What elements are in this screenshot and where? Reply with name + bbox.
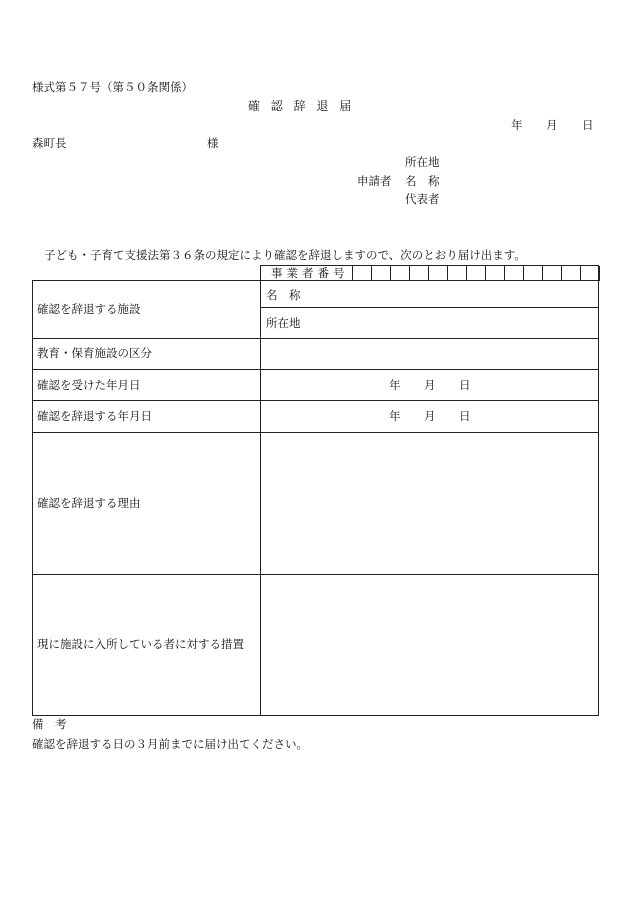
date-month-label: 月	[546, 118, 558, 132]
business-number-box-divider	[390, 266, 391, 281]
withdraw-month: 月	[424, 409, 436, 423]
date-year-label: 年	[511, 118, 523, 132]
applicant-representative-label: 代表者	[405, 192, 440, 206]
business-number-box-divider	[466, 266, 467, 281]
reason-label: 確認を辞退する理由	[37, 496, 141, 510]
business-number-box-divider	[371, 266, 372, 281]
page-title: 確認辞退届	[248, 99, 363, 113]
received-month: 月	[424, 378, 436, 392]
business-number-label: 事業者番号	[271, 266, 349, 280]
addressee: 森町長	[32, 136, 67, 150]
business-number-box-divider	[428, 266, 429, 281]
received-date-label: 確認を受けた年月日	[37, 378, 141, 392]
business-number-box-divider	[542, 266, 543, 281]
facility-name-label: 名 称	[266, 288, 301, 302]
applicant-label: 申請者	[357, 174, 392, 188]
received-day: 日	[459, 378, 471, 392]
withdraw-year: 年	[389, 409, 401, 423]
facility-label: 確認を辞退する施設	[37, 302, 141, 316]
measures-label: 現に施設に入所している者に対する措置	[37, 637, 244, 651]
business-number-box-divider	[561, 266, 562, 281]
received-year: 年	[389, 378, 401, 392]
applicant-name-label: 名 称	[405, 174, 440, 188]
business-number-box-divider	[504, 266, 505, 281]
date-day-label: 日	[582, 118, 594, 132]
business-number-row	[260, 265, 599, 281]
business-number-box-divider	[523, 266, 524, 281]
intro-text: 子ども・子育て支援法第３６条の規定により確認を辞退しますので、次のとおり届け出ます。	[44, 248, 526, 262]
category-label: 教育・保育施設の区分	[37, 346, 152, 360]
facility-address-label: 所在地	[266, 316, 301, 330]
addressee-honorific: 様	[207, 136, 219, 150]
business-number-box-divider	[580, 266, 581, 281]
business-number-box-divider	[485, 266, 486, 281]
notes-text: 確認を辞退する日の３月前までに届け出てください。	[32, 737, 308, 751]
business-number-box-divider	[599, 266, 600, 281]
form-number: 様式第５７号（第５０条関係）	[32, 80, 193, 94]
withdraw-day: 日	[459, 409, 471, 423]
business-number-box-divider	[409, 266, 410, 281]
business-number-box-divider	[447, 266, 448, 281]
business-number-box-divider	[352, 266, 353, 281]
notes-heading: 備 考	[32, 717, 67, 731]
withdraw-date-label: 確認を辞退する年月日	[37, 409, 152, 423]
applicant-address-label: 所在地	[405, 155, 440, 169]
